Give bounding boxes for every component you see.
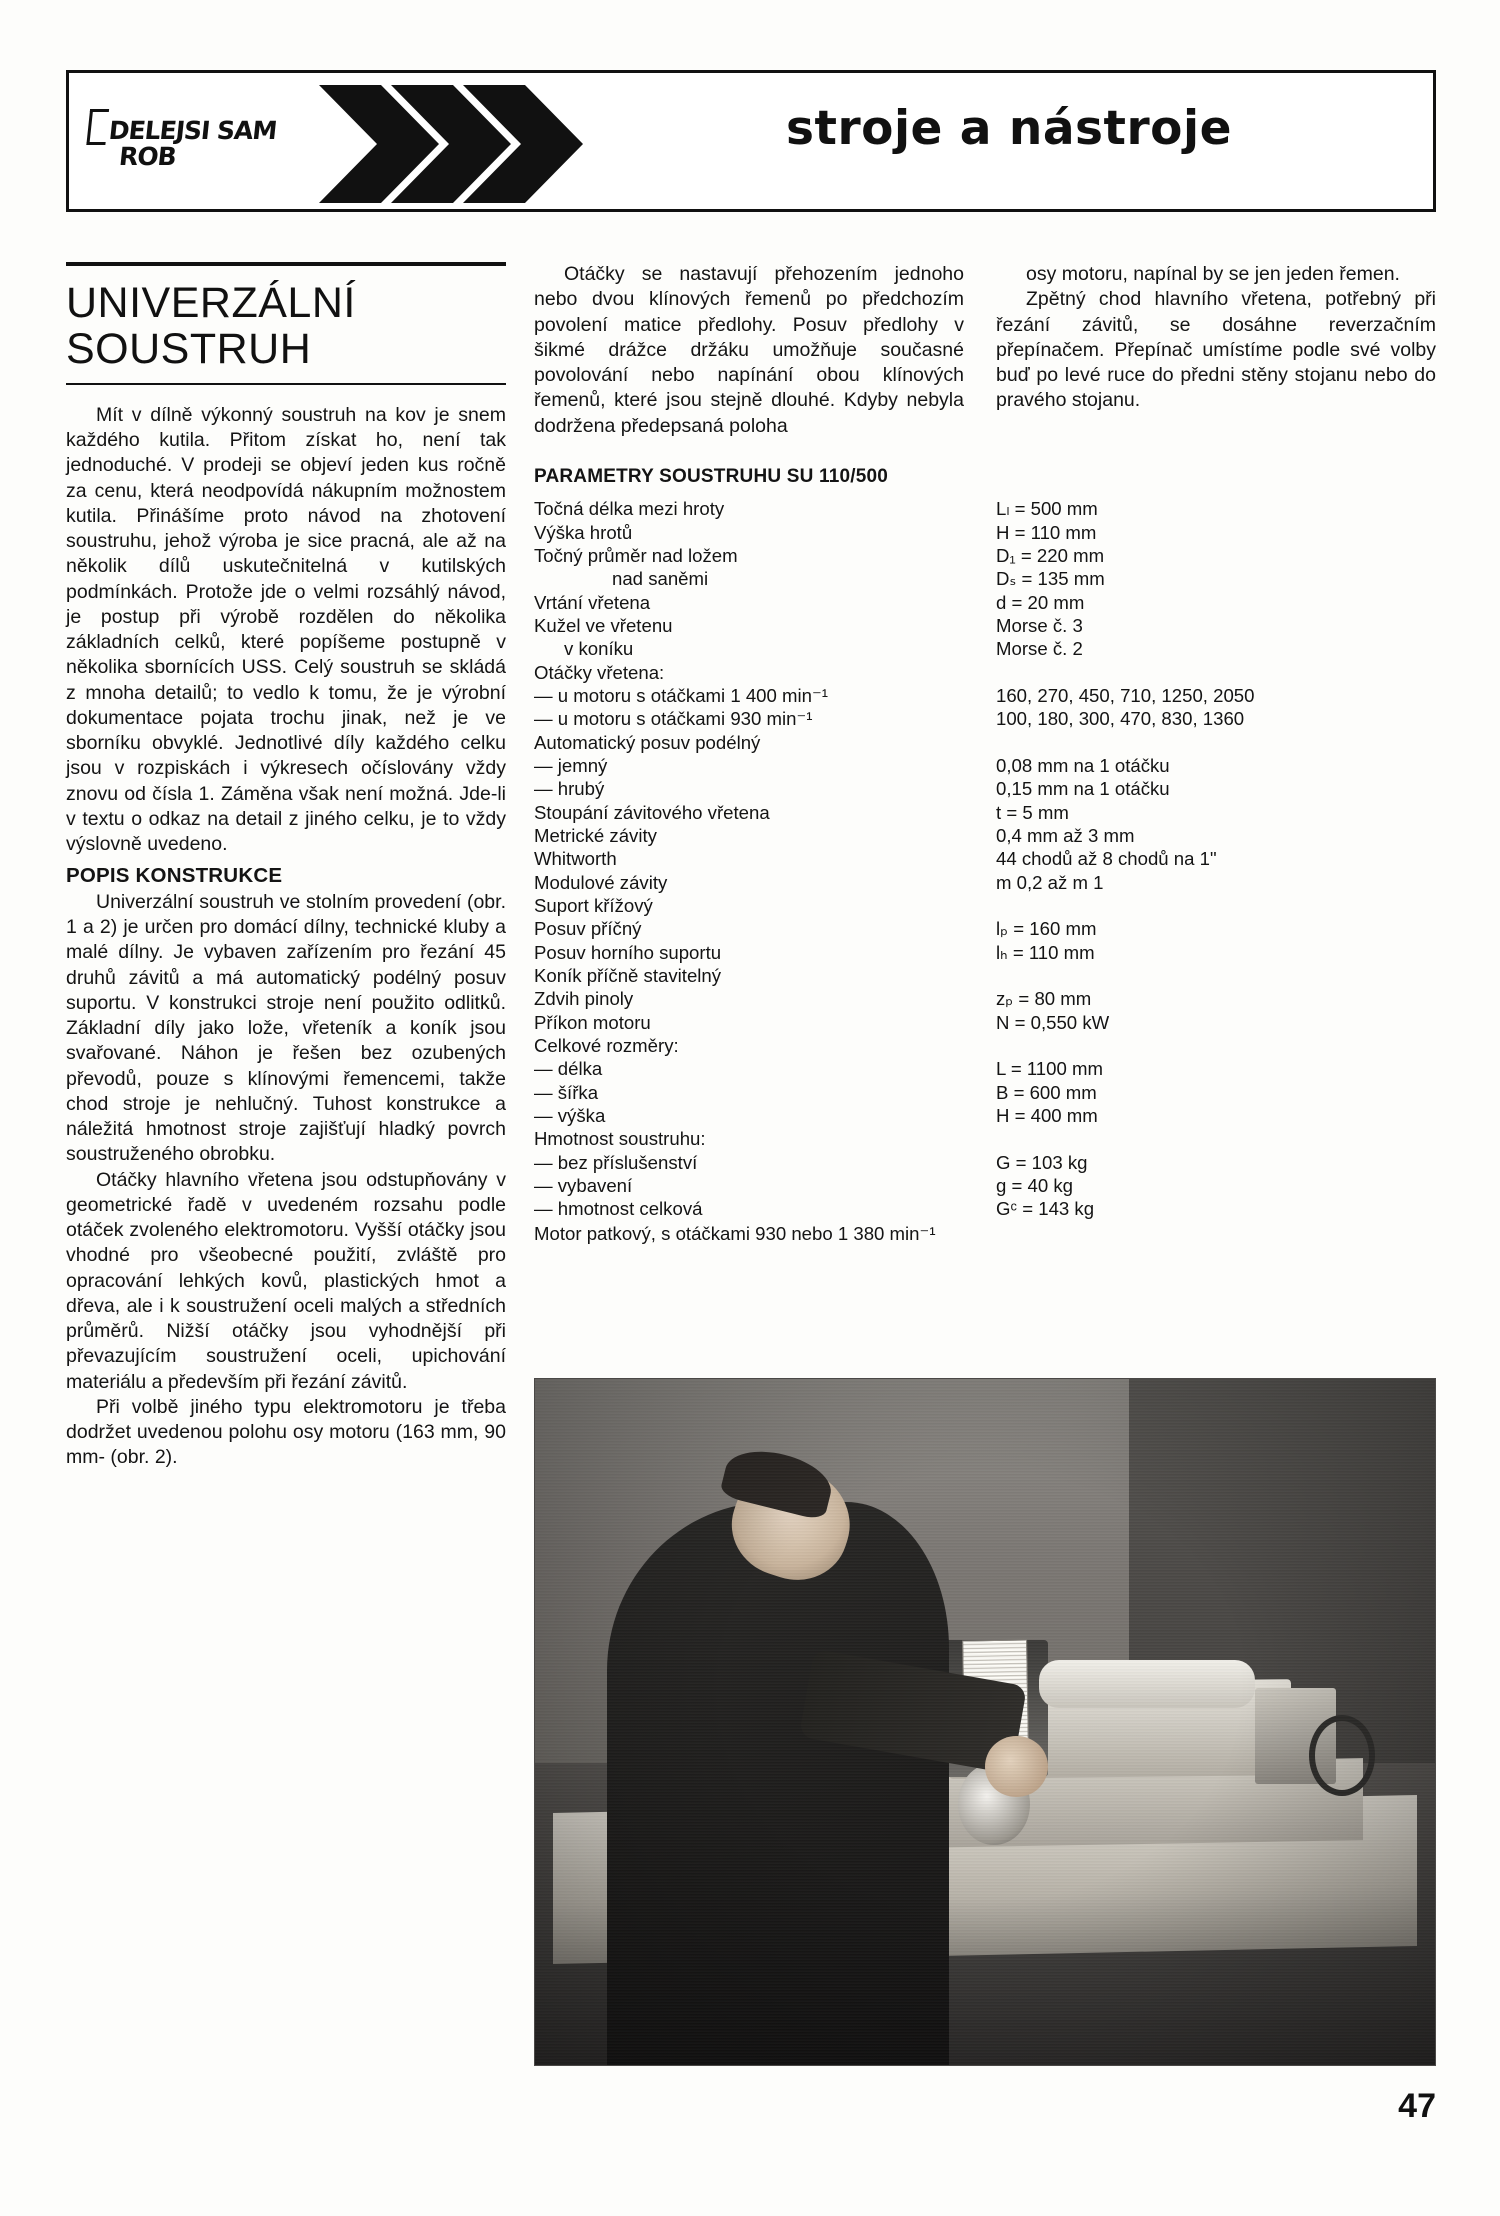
parameter-value: t = 5 mm [996, 801, 1069, 823]
paragraph: Zpětný chod hlavního vřetena, potřebný při řezání závitů, se dosáhne reverzačním přepínačem. Přepínač umístíme podle své volby buď po levé ruce do předni stěny stojanu nebo do pravého stojanu. [996, 288, 1436, 412]
parameter-label: Automatický posuv podélný [534, 731, 761, 753]
page-number: 47 [1398, 2087, 1436, 2125]
parameter-value: Lₗ = 500 mm [996, 498, 1098, 520]
parameter-label: — šířka [534, 1081, 599, 1103]
chevron-right-triple-icon [319, 81, 589, 207]
parameter-label: — u motoru s otáčkami 930 min⁻¹ [534, 708, 813, 730]
parameter-row [534, 871, 964, 894]
parameter-value [996, 731, 1436, 754]
paragraph: Univerzální soustruh ve stolním provedení (obr. 1 a 2) je určen pro domácí dílny, technické kluby a malé dílny. Je vybaven zařízením pro řezání 45 druhů závitů a má automatický podélný posuv suportu. V konstrukci stroje není použito odlitků. Základní díly jako lože, vřeteník a koník jsou svařované. Náhon je řešen bez ozubených převodů, pouze s klínovými řemencemi, takže chod stroje je nehlučný. Tuhost konstrukce a náležitá hmotnost stroje zajišťují hladký povrch soustruženého obrobku. [66, 890, 506, 1166]
parameter-label: Kužel ve vřetenu [534, 614, 673, 636]
paragraph: Při volbě jiného typu elektromotoru je třeba dodržet uvedenou polohu osy motoru (163 mm, 90 mm- (obr. 2). [66, 1395, 506, 1469]
parameter-row [534, 1127, 964, 1150]
parameter-row [534, 1174, 964, 1197]
parameter-label: Suport křížový [534, 894, 653, 916]
parameter-row [534, 497, 964, 520]
logo-line1-text: DELEJ [107, 116, 186, 146]
parameter-row [534, 567, 964, 590]
parameter-value: m 0,2 až m 1 [996, 871, 1104, 893]
parameter-row [534, 824, 964, 847]
parameter-label: Posuv příčný [534, 918, 642, 940]
parameter-value: 100, 180, 300, 470, 830, 1360 [996, 708, 1245, 730]
parameter-value [996, 661, 1436, 684]
parameter-value: N = 0,550 kW [996, 1011, 1110, 1033]
parameter-label: v koníku [564, 638, 634, 660]
parameter-label: Vrtání vřetena [534, 591, 651, 613]
parameter-value: G = 103 kg [996, 1151, 1088, 1173]
parameter-value: B = 600 mm [996, 1081, 1097, 1103]
parameter-value: lₚ = 160 mm [996, 918, 1097, 940]
parameter-row [534, 1034, 964, 1057]
parameter-label: Hmotnost soustruhu: [534, 1128, 706, 1150]
parameter-label: Modulové závity [534, 871, 668, 893]
parameter-row [534, 614, 964, 637]
parameter-row [534, 1081, 964, 1104]
parameter-value [996, 894, 1436, 917]
parameter-row [534, 1011, 964, 1034]
article-column-2 [534, 262, 964, 1246]
photo-vignette [535, 1379, 1435, 2065]
parameter-value [996, 1034, 1436, 1057]
parameter-row [534, 661, 964, 684]
parameters-title: PARAMETRY SOUSTRUHU SU 110/500 [534, 465, 889, 487]
parameter-value: lₕ = 110 mm [996, 941, 1095, 963]
parameter-value: Dₛ = 135 mm [996, 568, 1105, 590]
page-title: UNIVERZÁLNÍ SOUSTRUH [66, 279, 356, 374]
logo-line2-text: ROB [117, 142, 178, 172]
parameter-label: — hmotnost celková [534, 1198, 703, 1220]
parameter-label: Otáčky vřetena: [534, 661, 665, 683]
parameter-row [534, 637, 964, 660]
parameter-row [534, 521, 964, 544]
parameter-row [534, 941, 964, 964]
logo-suffix-text: SI SAM [182, 116, 278, 146]
parameter-value: d = 20 mm [996, 591, 1085, 613]
parameter-value: Morse č. 2 [996, 638, 1083, 660]
parameter-label: Točná délka mezi hroty [534, 498, 725, 520]
parameter-label: Zdvih pinoly [534, 988, 634, 1010]
lathe-workshop-photo [534, 1378, 1436, 2066]
parameter-row [534, 964, 964, 987]
section-subhead: POPIS KONSTRUKCE [66, 864, 283, 888]
parameter-label: Whitworth [534, 848, 617, 870]
article-column-1 [66, 262, 506, 1471]
parameter-row [534, 777, 964, 800]
parameter-row [534, 1104, 964, 1127]
parameters-footnote: Motor patkový, s otáčkami 930 nebo 1 380 min⁻¹ [534, 1222, 936, 1244]
parameter-value: 0,4 mm až 3 mm [996, 824, 1135, 846]
publisher-logo [87, 89, 297, 189]
paragraph: Otáčky hlavního vřetena jsou odstupňovány v geometrické řadě v uvedeném rozsahu podle otáček zvoleného elektromotoru. Vyšší otáčky jsou vhodné pro všeobecné použití, zvláště pro opracování lehkých kovů, plastických hmot a dřeva, ale i k soustružení oceli malých a středních průměrů. Nižší otáčky jsou vyhodnější při převazujícím soustružení oceli, upichování materiálu a především při řezání závitů. [66, 1168, 506, 1393]
rule-above-headline [66, 262, 506, 266]
parameter-row [534, 544, 964, 567]
parameter-row [534, 801, 964, 824]
parameter-value: 0,08 mm na 1 otáčku [996, 754, 1170, 776]
parameter-row [534, 707, 964, 730]
paragraph: Mít v dílně výkonný soustruh na kov je snem každého kutila. Přitom získat ho, není tak jednoduché. V prodeji se objeví jeden kus ročně za cenu, která neodpovídá nákupním možnostem kutila. Přinášíme proto návod na zhotovení soustruhu, jehož výroba je sice pracná, ale až na několik dílů uskutečnitelná v kutilských podmínkách. Protože jde o velmi rozsáhlý návod, je postup při výrobě rozdělen do několika základních celků, které popíšeme postupně v několika sbornících USS. Celý soustruh se skládá z mnoha detailů; to vedlo k tomu, že je výrobní dokumentace pojata trochu jinak, než je ve sborníku obvyklé. Jednotlivé díly každého celku jsou v rozpiskách i výkresech očíslovány vždy znovu od čísla 1. Záměna však není možná. Jde-li v textu o odkaz na detail z jiného celku, je to vždy výslovně uvedeno. [66, 403, 506, 856]
parameter-row [534, 1057, 964, 1080]
logo-bracket-icon [86, 109, 109, 145]
parameter-value: g = 40 kg [996, 1174, 1074, 1196]
masthead-title: stroje a nástroje [786, 101, 1232, 156]
parameter-label: Výška hrotů [534, 521, 633, 543]
parameter-label: — u motoru s otáčkami 1 400 min⁻¹ [534, 684, 828, 706]
parameters-values-column [996, 497, 1436, 1220]
parameter-label: — vybavení [534, 1174, 633, 1196]
paragraph: Otáčky se nastavují přehozením jednoho nebo dvou klínových řemenů po předchozím povolení matice předlohy. Posuv předlohy v šikmé drážce držáku umožňuje současné povolování nebo napínání obou klínových řemenů, které jsou stejně dlouhé. Kdyby nebyla dodržena předepsaná poloha [534, 263, 964, 437]
parameter-label: Celkové rozměry: [534, 1034, 679, 1056]
parameter-value: D₁ = 220 mm [996, 545, 1105, 566]
masthead [66, 70, 1436, 212]
parameters-table [534, 497, 964, 1220]
parameter-label: Koník příčně stavitelný [534, 964, 722, 986]
parameter-label: — hrubý [534, 778, 605, 800]
parameter-value: Gᶜ = 143 kg [996, 1198, 1095, 1220]
parameter-row [534, 1151, 964, 1174]
parameter-label: Příkon motoru [534, 1011, 651, 1033]
parameter-value [996, 964, 1436, 987]
parameter-row [534, 684, 964, 707]
parameter-row [534, 1197, 964, 1220]
parameter-label: Posuv horního suportu [534, 941, 722, 963]
parameter-row [534, 917, 964, 940]
parameter-row [534, 847, 964, 870]
rule-below-headline [66, 383, 506, 385]
parameter-value: 44 chodů až 8 chodů na 1" [996, 848, 1217, 870]
parameter-label: — výška [534, 1104, 606, 1126]
parameter-label: — bez příslušenství [534, 1151, 698, 1173]
parameter-row [534, 987, 964, 1010]
parameter-label: Metrické závity [534, 824, 657, 846]
parameter-value: Morse č. 3 [996, 614, 1083, 636]
parameter-value [996, 1127, 1436, 1150]
parameter-label: Stoupání závitového vřetena [534, 801, 770, 823]
parameter-row [534, 591, 964, 614]
parameter-value: zₚ = 80 mm [996, 988, 1092, 1010]
parameter-row [534, 731, 964, 754]
parameter-value: 0,15 mm na 1 otáčku [996, 778, 1170, 800]
parameter-value: H = 400 mm [996, 1104, 1098, 1126]
parameter-label: Točný průměr nad ložem [534, 545, 738, 566]
parameter-value: H = 110 mm [996, 521, 1097, 543]
parameter-value: L = 1100 mm [996, 1058, 1103, 1080]
paragraph: osy motoru, napínal by se jen jeden řemen. [1026, 263, 1400, 285]
parameter-row [534, 754, 964, 777]
parameter-row [534, 894, 964, 917]
parameter-label: nad saněmi [612, 568, 709, 590]
parameter-label: — délka [534, 1058, 603, 1080]
parameter-label: — jemný [534, 754, 608, 776]
parameter-value: 160, 270, 450, 710, 1250, 2050 [996, 684, 1255, 706]
article-column-3 [996, 262, 1436, 414]
